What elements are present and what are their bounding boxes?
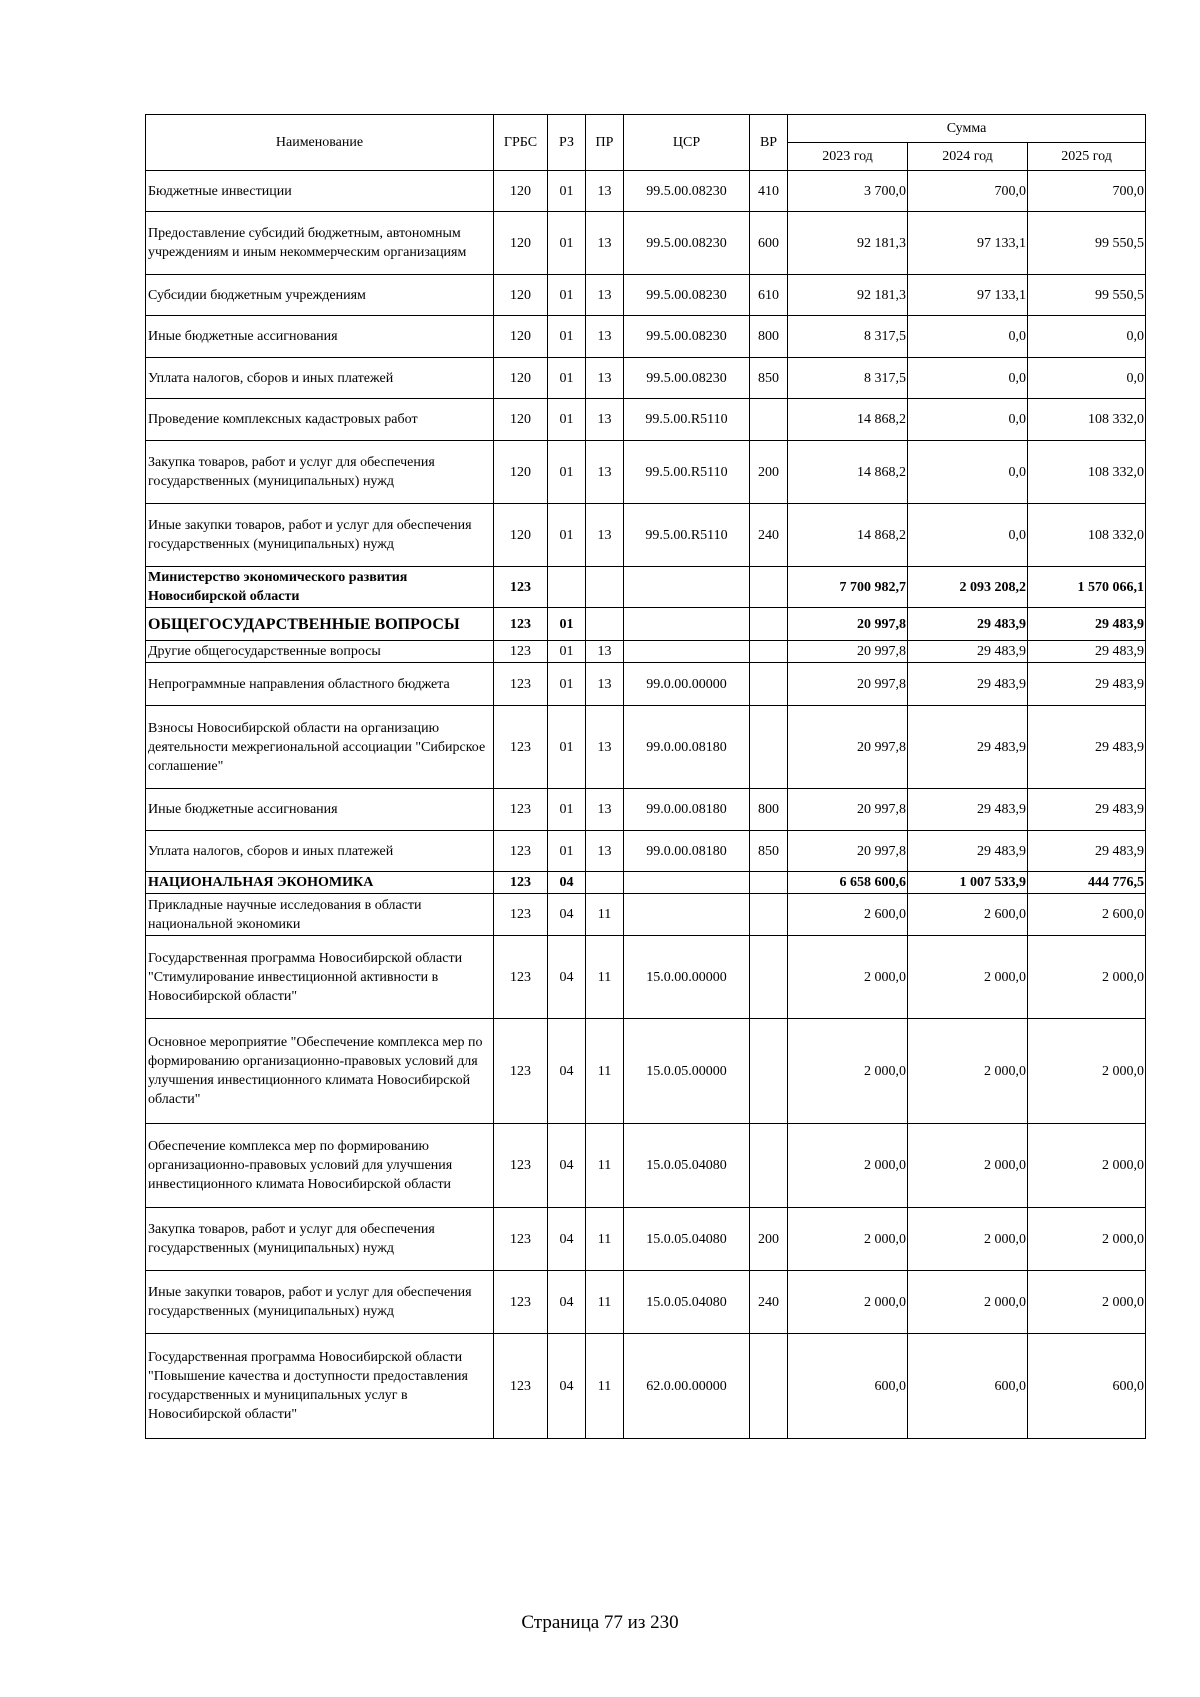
cell-2024: 2 000,0 xyxy=(908,1208,1028,1271)
cell-csr: 99.5.00.08230 xyxy=(624,171,750,212)
cell-vr: 410 xyxy=(750,171,788,212)
table-row xyxy=(146,706,1146,789)
cell-2025: 29 483,9 xyxy=(1028,706,1146,789)
col-header-sum: Сумма xyxy=(788,115,1146,143)
cell-rz: 01 xyxy=(548,275,586,316)
cell-2024: 2 000,0 xyxy=(908,936,1028,1019)
cell-2025: 29 483,9 xyxy=(1028,789,1146,831)
cell-name: Прикладные научные исследования в области национальной экономики xyxy=(146,894,494,936)
cell-name: Обеспечение комплекса мер по формированию организационно-правовых условий для улучшения инвестиционного климата Новосибирской области xyxy=(146,1124,494,1208)
cell-name: Субсидии бюджетным учреждениям xyxy=(146,275,494,316)
cell-2025: 29 483,9 xyxy=(1028,608,1146,641)
table-row xyxy=(146,171,1146,212)
cell-grbs: 120 xyxy=(494,441,548,504)
cell-name: Государственная программа Новосибирской области "Повышение качества и доступности предоставления государственных и муниципальных услуг в Новосибирской области" xyxy=(146,1334,494,1439)
cell-2024: 97 133,1 xyxy=(908,275,1028,316)
cell-name: Другие общегосударственные вопросы xyxy=(146,641,494,663)
table-row xyxy=(146,608,1146,641)
cell-grbs: 120 xyxy=(494,171,548,212)
cell-grbs: 120 xyxy=(494,358,548,399)
cell-2023: 20 997,8 xyxy=(788,831,908,872)
cell-2023: 2 000,0 xyxy=(788,1019,908,1124)
cell-2024: 1 007 533,9 xyxy=(908,872,1028,894)
cell-name: Уплата налогов, сборов и иных платежей xyxy=(146,358,494,399)
cell-pr: 13 xyxy=(586,663,624,706)
cell-2025: 29 483,9 xyxy=(1028,663,1146,706)
cell-vr: 240 xyxy=(750,1271,788,1334)
budget-table xyxy=(145,114,1146,1439)
cell-2025: 2 600,0 xyxy=(1028,894,1146,936)
cell-2025: 108 332,0 xyxy=(1028,504,1146,567)
cell-name: Взносы Новосибирской области на организацию деятельности межрегиональной ассоциации "Сибирское соглашение" xyxy=(146,706,494,789)
cell-2024: 2 093 208,2 xyxy=(908,567,1028,608)
table-row xyxy=(146,936,1146,1019)
cell-rz xyxy=(548,567,586,608)
cell-vr xyxy=(750,1124,788,1208)
cell-vr: 610 xyxy=(750,275,788,316)
col-header-pr: ПР xyxy=(586,115,624,171)
cell-csr: 15.0.05.04080 xyxy=(624,1271,750,1334)
cell-2025: 2 000,0 xyxy=(1028,1124,1146,1208)
cell-csr: 99.0.00.08180 xyxy=(624,831,750,872)
cell-rz: 01 xyxy=(548,441,586,504)
col-header-rz: РЗ xyxy=(548,115,586,171)
cell-2025: 600,0 xyxy=(1028,1334,1146,1439)
cell-rz: 04 xyxy=(548,872,586,894)
cell-vr: 200 xyxy=(750,1208,788,1271)
cell-grbs: 123 xyxy=(494,1019,548,1124)
cell-2024: 0,0 xyxy=(908,504,1028,567)
cell-vr xyxy=(750,1334,788,1439)
cell-grbs: 123 xyxy=(494,936,548,1019)
cell-csr: 99.5.00.08230 xyxy=(624,316,750,358)
cell-rz: 01 xyxy=(548,641,586,663)
cell-2023: 14 868,2 xyxy=(788,399,908,441)
cell-pr: 13 xyxy=(586,641,624,663)
cell-2023: 2 000,0 xyxy=(788,1271,908,1334)
cell-vr xyxy=(750,567,788,608)
cell-2024: 2 600,0 xyxy=(908,894,1028,936)
cell-pr xyxy=(586,608,624,641)
table-row xyxy=(146,1334,1146,1439)
cell-2023: 20 997,8 xyxy=(788,789,908,831)
col-header-grbs: ГРБС xyxy=(494,115,548,171)
cell-pr: 13 xyxy=(586,399,624,441)
cell-2025: 2 000,0 xyxy=(1028,1019,1146,1124)
cell-csr: 99.5.00.R5110 xyxy=(624,504,750,567)
table-row xyxy=(146,358,1146,399)
cell-2025: 1 570 066,1 xyxy=(1028,567,1146,608)
cell-grbs: 123 xyxy=(494,872,548,894)
table-row xyxy=(146,441,1146,504)
cell-csr: 15.0.00.00000 xyxy=(624,936,750,1019)
cell-rz: 01 xyxy=(548,608,586,641)
cell-2024: 2 000,0 xyxy=(908,1271,1028,1334)
cell-2024: 600,0 xyxy=(908,1334,1028,1439)
cell-2024: 29 483,9 xyxy=(908,663,1028,706)
cell-vr: 600 xyxy=(750,212,788,275)
cell-2025: 700,0 xyxy=(1028,171,1146,212)
cell-name: Иные бюджетные ассигнования xyxy=(146,316,494,358)
cell-grbs: 120 xyxy=(494,212,548,275)
cell-rz: 04 xyxy=(548,1019,586,1124)
cell-vr xyxy=(750,894,788,936)
cell-2025: 99 550,5 xyxy=(1028,212,1146,275)
cell-vr xyxy=(750,872,788,894)
cell-2025: 2 000,0 xyxy=(1028,936,1146,1019)
cell-pr: 13 xyxy=(586,441,624,504)
cell-grbs: 120 xyxy=(494,316,548,358)
cell-2023: 20 997,8 xyxy=(788,641,908,663)
cell-pr: 13 xyxy=(586,275,624,316)
cell-vr: 850 xyxy=(750,831,788,872)
cell-pr: 13 xyxy=(586,316,624,358)
cell-2023: 6 658 600,6 xyxy=(788,872,908,894)
col-header-vr: ВР xyxy=(750,115,788,171)
cell-vr xyxy=(750,936,788,1019)
cell-grbs: 123 xyxy=(494,894,548,936)
cell-2025: 99 550,5 xyxy=(1028,275,1146,316)
cell-2025: 29 483,9 xyxy=(1028,831,1146,872)
table-row xyxy=(146,1124,1146,1208)
cell-csr: 15.0.05.00000 xyxy=(624,1019,750,1124)
table-row xyxy=(146,504,1146,567)
cell-csr: 99.0.00.08180 xyxy=(624,789,750,831)
cell-2024: 0,0 xyxy=(908,399,1028,441)
cell-rz: 01 xyxy=(548,706,586,789)
cell-name: Основное мероприятие "Обеспечение комплекса мер по формированию организационно-правовых условий для улучшения инвестиционного климата Новосибирской области" xyxy=(146,1019,494,1124)
cell-2025: 0,0 xyxy=(1028,358,1146,399)
table-row xyxy=(146,316,1146,358)
cell-2025: 0,0 xyxy=(1028,316,1146,358)
cell-pr: 11 xyxy=(586,1334,624,1439)
cell-vr xyxy=(750,663,788,706)
cell-pr: 13 xyxy=(586,212,624,275)
cell-rz: 01 xyxy=(548,399,586,441)
cell-csr xyxy=(624,608,750,641)
cell-rz: 04 xyxy=(548,936,586,1019)
cell-rz: 01 xyxy=(548,504,586,567)
cell-pr: 13 xyxy=(586,706,624,789)
table-row xyxy=(146,641,1146,663)
cell-rz: 01 xyxy=(548,316,586,358)
cell-name: Иные бюджетные ассигнования xyxy=(146,789,494,831)
cell-grbs: 123 xyxy=(494,1334,548,1439)
cell-name: Закупка товаров, работ и услуг для обеспечения государственных (муниципальных) нужд xyxy=(146,1208,494,1271)
cell-2023: 2 000,0 xyxy=(788,1124,908,1208)
cell-csr: 99.5.00.R5110 xyxy=(624,399,750,441)
cell-pr xyxy=(586,567,624,608)
cell-2025: 2 000,0 xyxy=(1028,1271,1146,1334)
table-row xyxy=(146,894,1146,936)
col-header-2023: 2023 год xyxy=(788,143,908,171)
cell-csr: 15.0.05.04080 xyxy=(624,1124,750,1208)
cell-csr xyxy=(624,872,750,894)
cell-rz: 04 xyxy=(548,1271,586,1334)
cell-pr: 11 xyxy=(586,936,624,1019)
cell-2025: 108 332,0 xyxy=(1028,399,1146,441)
cell-name: Непрограммные направления областного бюджета xyxy=(146,663,494,706)
cell-2024: 29 483,9 xyxy=(908,706,1028,789)
cell-grbs: 123 xyxy=(494,1208,548,1271)
cell-2023: 8 317,5 xyxy=(788,358,908,399)
cell-name: НАЦИОНАЛЬНАЯ ЭКОНОМИКА xyxy=(146,872,494,894)
cell-2023: 3 700,0 xyxy=(788,171,908,212)
cell-rz: 04 xyxy=(548,1124,586,1208)
cell-rz: 01 xyxy=(548,171,586,212)
cell-2024: 29 483,9 xyxy=(908,641,1028,663)
cell-2023: 20 997,8 xyxy=(788,663,908,706)
cell-name: Иные закупки товаров, работ и услуг для обеспечения государственных (муниципальных) нужд xyxy=(146,504,494,567)
cell-2023: 2 000,0 xyxy=(788,936,908,1019)
cell-rz: 01 xyxy=(548,831,586,872)
cell-2024: 29 483,9 xyxy=(908,789,1028,831)
cell-grbs: 120 xyxy=(494,399,548,441)
cell-grbs: 120 xyxy=(494,504,548,567)
cell-2023: 8 317,5 xyxy=(788,316,908,358)
cell-grbs: 123 xyxy=(494,1124,548,1208)
cell-2025: 444 776,5 xyxy=(1028,872,1146,894)
col-header-csr: ЦСР xyxy=(624,115,750,171)
table-row xyxy=(146,275,1146,316)
table-row xyxy=(146,212,1146,275)
cell-csr: 99.5.00.08230 xyxy=(624,212,750,275)
cell-pr: 11 xyxy=(586,1124,624,1208)
cell-pr: 11 xyxy=(586,1208,624,1271)
cell-grbs: 123 xyxy=(494,831,548,872)
cell-csr xyxy=(624,641,750,663)
cell-2023: 7 700 982,7 xyxy=(788,567,908,608)
cell-2024: 2 000,0 xyxy=(908,1124,1028,1208)
cell-name: Бюджетные инвестиции xyxy=(146,171,494,212)
cell-pr: 13 xyxy=(586,831,624,872)
table-row xyxy=(146,1019,1146,1124)
cell-rz: 04 xyxy=(548,1334,586,1439)
table-row xyxy=(146,831,1146,872)
table-row xyxy=(146,872,1146,894)
cell-rz: 01 xyxy=(548,663,586,706)
table-row xyxy=(146,1271,1146,1334)
cell-name: Закупка товаров, работ и услуг для обеспечения государственных (муниципальных) нужд xyxy=(146,441,494,504)
cell-grbs: 123 xyxy=(494,789,548,831)
cell-2024: 2 000,0 xyxy=(908,1019,1028,1124)
cell-2025: 2 000,0 xyxy=(1028,1208,1146,1271)
table-header-row xyxy=(146,115,1146,143)
cell-rz: 04 xyxy=(548,894,586,936)
cell-vr: 240 xyxy=(750,504,788,567)
cell-grbs: 123 xyxy=(494,706,548,789)
cell-name: Проведение комплексных кадастровых работ xyxy=(146,399,494,441)
cell-2023: 20 997,8 xyxy=(788,706,908,789)
table-row xyxy=(146,663,1146,706)
cell-vr xyxy=(750,399,788,441)
col-header-2024: 2024 год xyxy=(908,143,1028,171)
table-row xyxy=(146,399,1146,441)
cell-2023: 14 868,2 xyxy=(788,504,908,567)
col-header-name: Наименование xyxy=(146,115,494,171)
cell-csr xyxy=(624,894,750,936)
cell-csr: 99.5.00.08230 xyxy=(624,358,750,399)
cell-csr: 99.0.00.00000 xyxy=(624,663,750,706)
cell-csr: 62.0.00.00000 xyxy=(624,1334,750,1439)
cell-csr xyxy=(624,567,750,608)
cell-vr: 800 xyxy=(750,789,788,831)
cell-2024: 700,0 xyxy=(908,171,1028,212)
cell-2024: 29 483,9 xyxy=(908,608,1028,641)
table-row xyxy=(146,789,1146,831)
cell-vr: 200 xyxy=(750,441,788,504)
cell-pr: 11 xyxy=(586,1271,624,1334)
cell-rz: 04 xyxy=(548,1208,586,1271)
cell-pr: 13 xyxy=(586,358,624,399)
cell-2024: 0,0 xyxy=(908,358,1028,399)
cell-name: Иные закупки товаров, работ и услуг для обеспечения государственных (муниципальных) нужд xyxy=(146,1271,494,1334)
cell-2023: 92 181,3 xyxy=(788,275,908,316)
cell-2024: 97 133,1 xyxy=(908,212,1028,275)
cell-vr xyxy=(750,641,788,663)
cell-2024: 0,0 xyxy=(908,316,1028,358)
cell-2023: 600,0 xyxy=(788,1334,908,1439)
cell-pr: 13 xyxy=(586,789,624,831)
cell-name: Предоставление субсидий бюджетным, автономным учреждениям и иным некоммерческим организациям xyxy=(146,212,494,275)
cell-vr: 800 xyxy=(750,316,788,358)
cell-rz: 01 xyxy=(548,358,586,399)
cell-2025: 29 483,9 xyxy=(1028,641,1146,663)
cell-rz: 01 xyxy=(548,212,586,275)
cell-grbs: 120 xyxy=(494,275,548,316)
table-row xyxy=(146,1208,1146,1271)
cell-csr: 99.5.00.R5110 xyxy=(624,441,750,504)
cell-vr: 850 xyxy=(750,358,788,399)
cell-vr xyxy=(750,1019,788,1124)
cell-2023: 14 868,2 xyxy=(788,441,908,504)
cell-vr xyxy=(750,706,788,789)
cell-2023: 20 997,8 xyxy=(788,608,908,641)
cell-name: ОБЩЕГОСУДАРСТВЕННЫЕ ВОПРОСЫ xyxy=(146,608,494,641)
cell-pr: 13 xyxy=(586,171,624,212)
cell-rz: 01 xyxy=(548,789,586,831)
cell-2025: 108 332,0 xyxy=(1028,441,1146,504)
cell-pr: 11 xyxy=(586,1019,624,1124)
cell-name: Государственная программа Новосибирской области "Стимулирование инвестиционной активности в Новосибирской области" xyxy=(146,936,494,1019)
cell-grbs: 123 xyxy=(494,1271,548,1334)
cell-2023: 2 600,0 xyxy=(788,894,908,936)
cell-grbs: 123 xyxy=(494,663,548,706)
cell-name: Уплата налогов, сборов и иных платежей xyxy=(146,831,494,872)
cell-grbs: 123 xyxy=(494,567,548,608)
cell-2023: 92 181,3 xyxy=(788,212,908,275)
cell-grbs: 123 xyxy=(494,608,548,641)
cell-csr: 99.5.00.08230 xyxy=(624,275,750,316)
cell-csr: 99.0.00.08180 xyxy=(624,706,750,789)
col-header-2025: 2025 год xyxy=(1028,143,1146,171)
cell-grbs: 123 xyxy=(494,641,548,663)
cell-2024: 0,0 xyxy=(908,441,1028,504)
cell-vr xyxy=(750,608,788,641)
cell-name: Министерство экономического развития Новосибирской области xyxy=(146,567,494,608)
cell-csr: 15.0.05.04080 xyxy=(624,1208,750,1271)
cell-2024: 29 483,9 xyxy=(908,831,1028,872)
cell-pr xyxy=(586,872,624,894)
cell-pr: 11 xyxy=(586,894,624,936)
page-number: Страница 77 из 230 xyxy=(521,1612,679,1633)
cell-pr: 13 xyxy=(586,504,624,567)
cell-2023: 2 000,0 xyxy=(788,1208,908,1271)
table-row xyxy=(146,567,1146,608)
